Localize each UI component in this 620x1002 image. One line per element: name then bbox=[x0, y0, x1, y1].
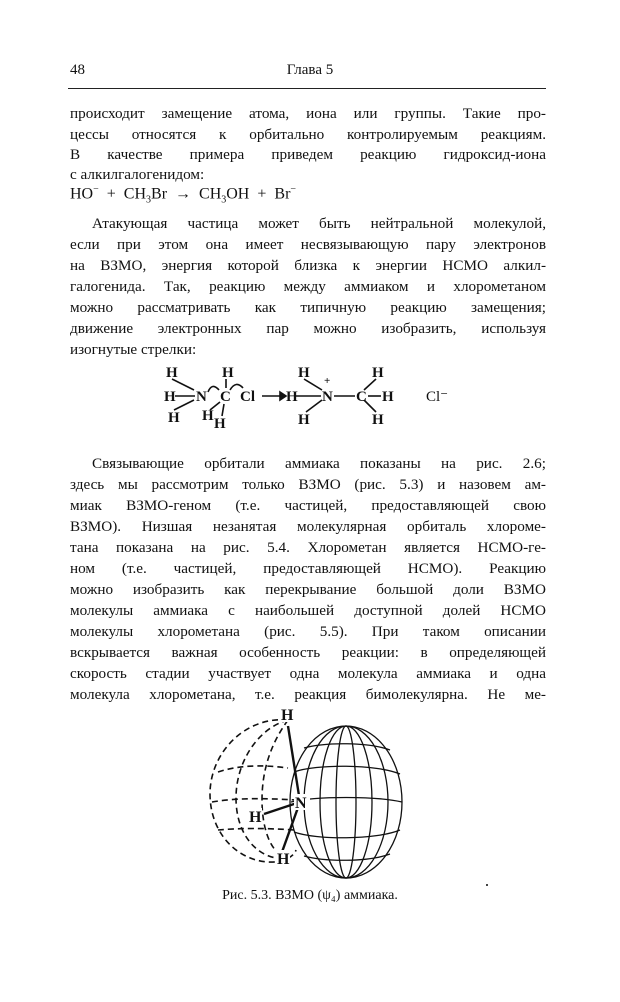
atom-cl: Cl bbox=[240, 389, 255, 405]
atom-h: H bbox=[202, 408, 214, 424]
atom-h: H bbox=[298, 365, 310, 381]
charge-plus: + bbox=[324, 375, 331, 387]
atom-h: H bbox=[372, 412, 384, 428]
chloride-ion: Cl⁻ bbox=[426, 389, 449, 405]
atom-c: C bbox=[356, 389, 367, 405]
text-line: ВЗМО). Низшая незанятая молекулярная орбиталь хлороме- bbox=[70, 518, 546, 535]
orbital-figure bbox=[196, 702, 416, 882]
atom-h: H bbox=[222, 365, 234, 381]
text-line: вскрывается важная особенность реакции: в определяющей bbox=[70, 644, 546, 661]
atom-h: H bbox=[382, 389, 394, 405]
atom-h: H bbox=[281, 707, 294, 724]
text-line: происходит замещение атома, иона или группы. Такие про- bbox=[70, 105, 546, 122]
reaction-equation: $HO^- + CH_3Br \to CH_3OH + Br^-$ bbox=[70, 184, 297, 206]
atom-h: H bbox=[372, 365, 384, 381]
text-line: молекула хлорометана, т.е. реакция бимолекулярна. Не ме- bbox=[70, 686, 546, 703]
figure-caption: Рис. 5.3. ВЗМО (ψ₄) аммиака. bbox=[222, 888, 398, 903]
atom-h: H bbox=[249, 809, 262, 826]
atom-n: N bbox=[196, 389, 207, 405]
speck bbox=[486, 884, 488, 886]
chapter-title: Глава 5 bbox=[286, 62, 334, 78]
atom-h: H bbox=[164, 389, 176, 405]
text-line: на ВЗМО, энергия которой близка к энергии НСМО алкил- bbox=[70, 257, 546, 274]
text-line: молекулы аммиака с наибольшей доступной долей НСМО bbox=[70, 602, 546, 619]
atom-h: H bbox=[214, 416, 226, 432]
text-line: скорость стадии участвует одна молекула аммиака и одна bbox=[70, 665, 546, 682]
text-line: галогенида. Так, реакцию между аммиаком и хлорометаном bbox=[70, 278, 546, 295]
header-rule bbox=[68, 88, 546, 89]
atom-h: H bbox=[298, 412, 310, 428]
page-number: 48 bbox=[70, 62, 85, 78]
text-line: тана показана на рис. 5.4. Хлорометан является НСМО-ге- bbox=[70, 539, 546, 556]
text-line: Атакующая частица может быть нейтральной молекулой, bbox=[92, 215, 546, 232]
atom-h: H bbox=[286, 389, 298, 405]
text-line: цессы относятся к орбитально контролируемым реакциям. bbox=[70, 126, 546, 143]
text-line: миак ВЗМО-геном (т.е. частицей, предоставляющей свою bbox=[70, 497, 546, 514]
text-line: если при этом она имеет несвязывающую пару электронов bbox=[70, 236, 546, 253]
text-line: Связывающие орбитали аммиака показаны на рис. 2.6; bbox=[92, 455, 546, 472]
text-line: молекулы хлорометана (рис. 5.5). При таком описании bbox=[70, 623, 546, 640]
text-line: с алкилгалогенидом: bbox=[70, 166, 205, 183]
text-line: можно изобразить как перекрывание большой доли ВЗМО bbox=[70, 581, 546, 598]
atom-h: H bbox=[277, 851, 290, 868]
atom-c: C bbox=[220, 389, 231, 405]
reaction-scheme bbox=[150, 360, 470, 436]
text-line: можно рассматривать как типичную реакцию замещения; bbox=[70, 299, 546, 316]
atom-h: H bbox=[168, 410, 180, 426]
atom-h: H bbox=[166, 365, 178, 381]
text-line: изогнутые стрелки: bbox=[70, 341, 197, 358]
text-line: здесь мы рассмотрим только ВЗМО (рис. 5.3) и назовем ам- bbox=[70, 476, 546, 493]
text-line: В качестве примера приведем реакцию гидроксид-иона bbox=[70, 146, 546, 163]
atom-n: N bbox=[295, 795, 307, 812]
text-line: движение электронных пар можно изобразить, используя bbox=[70, 320, 546, 337]
text-line: ном (т.е. частицей, предоставляющей НСМО). Реакцию bbox=[70, 560, 546, 577]
atom-n: N bbox=[322, 389, 333, 405]
